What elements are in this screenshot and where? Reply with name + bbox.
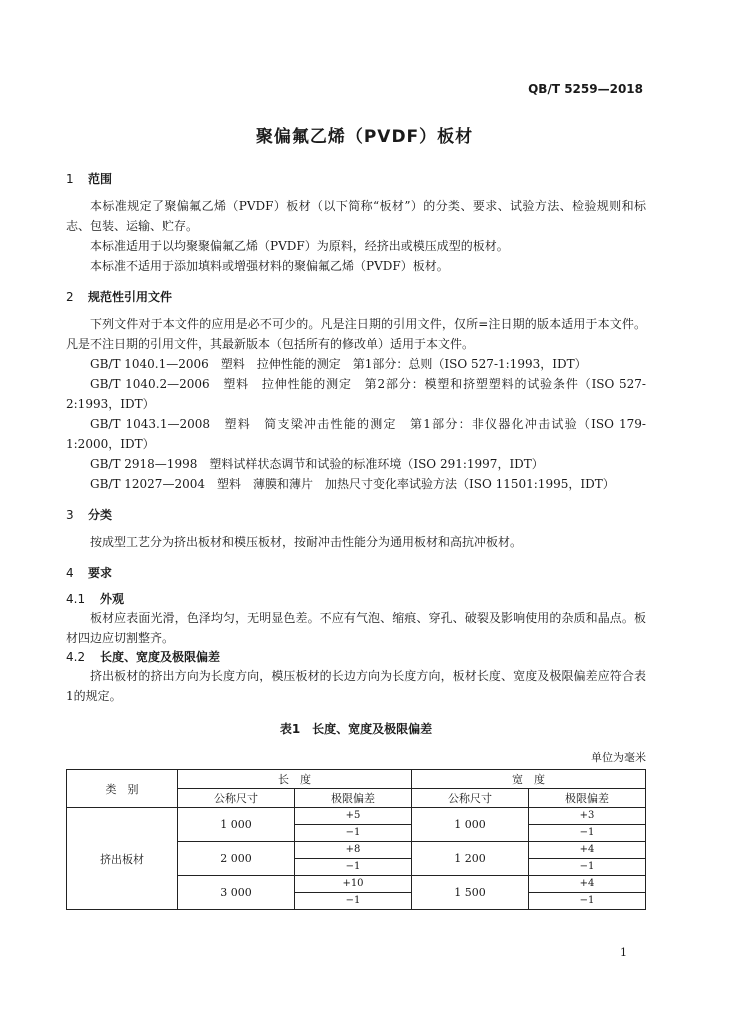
width-minus-cell: −1 [529,825,646,842]
reference-item: GB/T 2918—1998 塑料试样状态调节和试验的标准环境（ISO 291:1997，IDT） [90,457,544,471]
width-plus-cell: +3 [529,808,646,825]
length-minus-cell: −1 [295,893,412,910]
standard-code: QB/T 5259—2018 [528,82,643,96]
reference-item: GB/T 1040.2—2006 塑料 拉伸性能的测定 第2部分：模塑和挤塑塑料的试验条件（ISO 527-2:1993，IDT） [66,377,646,411]
document-body [66,170,646,910]
width-minus-cell: −1 [529,893,646,910]
table-row [67,808,646,825]
paragraph: 按成型工艺分为挤出板材和模压板材，按耐冲击性能分为通用板材和高抗冲板材。 [90,535,523,549]
dimension-table [66,769,646,910]
paragraph: 本标准不适用于添加填料或增强材料的聚偏氟乙烯（PVDF）板材。 [90,259,449,273]
paragraph: 本标准适用于以均聚聚偏氟乙烯（PVDF）为原料，经挤出或模压成型的板材。 [90,239,509,253]
header-width-tolerance: 极限偏差 [529,789,646,808]
header-length: 长 度 [178,770,412,789]
paragraph: 本标准规定了聚偏氟乙烯（PVDF）板材（以下简称“板材”）的分类、要求、试验方法、检验规则和标志、包装、运输、贮存。 [66,199,646,233]
section-number: 4 [66,566,74,580]
width-nominal-cell: 1 200 [412,842,529,876]
width-nominal-cell: 1 500 [412,876,529,910]
length-plus-cell: +5 [295,808,412,825]
length-minus-cell: −1 [295,825,412,842]
length-nominal-cell: 3 000 [178,876,295,910]
header-length-nominal: 公称尺寸 [178,789,295,808]
section-title: 规范性引用文件 [88,290,173,304]
section-3-heading [66,506,646,524]
width-minus-cell: −1 [529,859,646,876]
reference-item: GB/T 1043.1—2008 塑料 简支梁冲击性能的测定 第1部分：非仪器化冲击试验（ISO 179-1:2000，IDT） [66,417,646,451]
header-width: 宽 度 [412,770,646,789]
width-nominal-cell: 1 000 [412,808,529,842]
section-title: 外观 [100,592,125,606]
table-unit: 单位为毫米 [591,751,646,764]
width-plus-cell: +4 [529,876,646,893]
paragraph: 挤出板材的挤出方向为长度方向，模压板材的长边方向为长度方向，板材长度、宽度及极限偏差应符合表1的规定。 [66,669,646,703]
section-number: 4.2 [66,650,86,664]
section-title: 分类 [88,508,113,522]
reference-item: GB/T 12027—2004 塑料 薄膜和薄片 加热尺寸变化率试验方法（ISO 11501:1995，IDT） [90,477,615,491]
header-category: 类 别 [67,770,178,808]
header-width-nominal: 公称尺寸 [412,789,529,808]
category-cell: 挤出板材 [67,808,178,910]
section-number: 4.1 [66,592,86,606]
section-number: 1 [66,172,74,186]
document-title: 聚偏氟乙烯（PVDF）板材 [255,127,474,147]
section-1-heading [66,170,646,188]
section-title: 长度、宽度及极限偏差 [100,650,221,664]
paragraph: 下列文件对于本文件的应用是必不可少的。凡是注日期的引用文件，仅所=注日期的版本适用于本文件。凡是不注日期的引用文件，其最新版本（包括所有的修改单）适用于本文件。 [66,317,646,351]
section-title: 要求 [88,566,113,580]
paragraph: 板材应表面光滑，色泽均匀，无明显色差。不应有气泡、缩痕、穿孔、破裂及影响使用的杂质和晶点。板材四边应切割整齐。 [66,611,646,645]
page-number: 1 [620,946,627,959]
width-plus-cell: +4 [529,842,646,859]
section-title: 范围 [88,172,113,186]
table-title: 表1 长度、宽度及极限偏差 [279,722,433,736]
length-nominal-cell: 1 000 [178,808,295,842]
section-4-2-heading [66,648,646,666]
length-minus-cell: −1 [295,859,412,876]
length-plus-cell: +8 [295,842,412,859]
length-plus-cell: +10 [295,876,412,893]
section-4-1-heading [66,590,646,608]
section-number: 3 [66,508,74,522]
header-length-tolerance: 极限偏差 [295,789,412,808]
reference-item: GB/T 1040.1—2006 塑料 拉伸性能的测定 第1部分：总则（ISO 527-1:1993，IDT） [90,357,587,371]
section-4-heading [66,564,646,582]
section-2-heading [66,288,646,306]
length-nominal-cell: 2 000 [178,842,295,876]
section-number: 2 [66,290,74,304]
